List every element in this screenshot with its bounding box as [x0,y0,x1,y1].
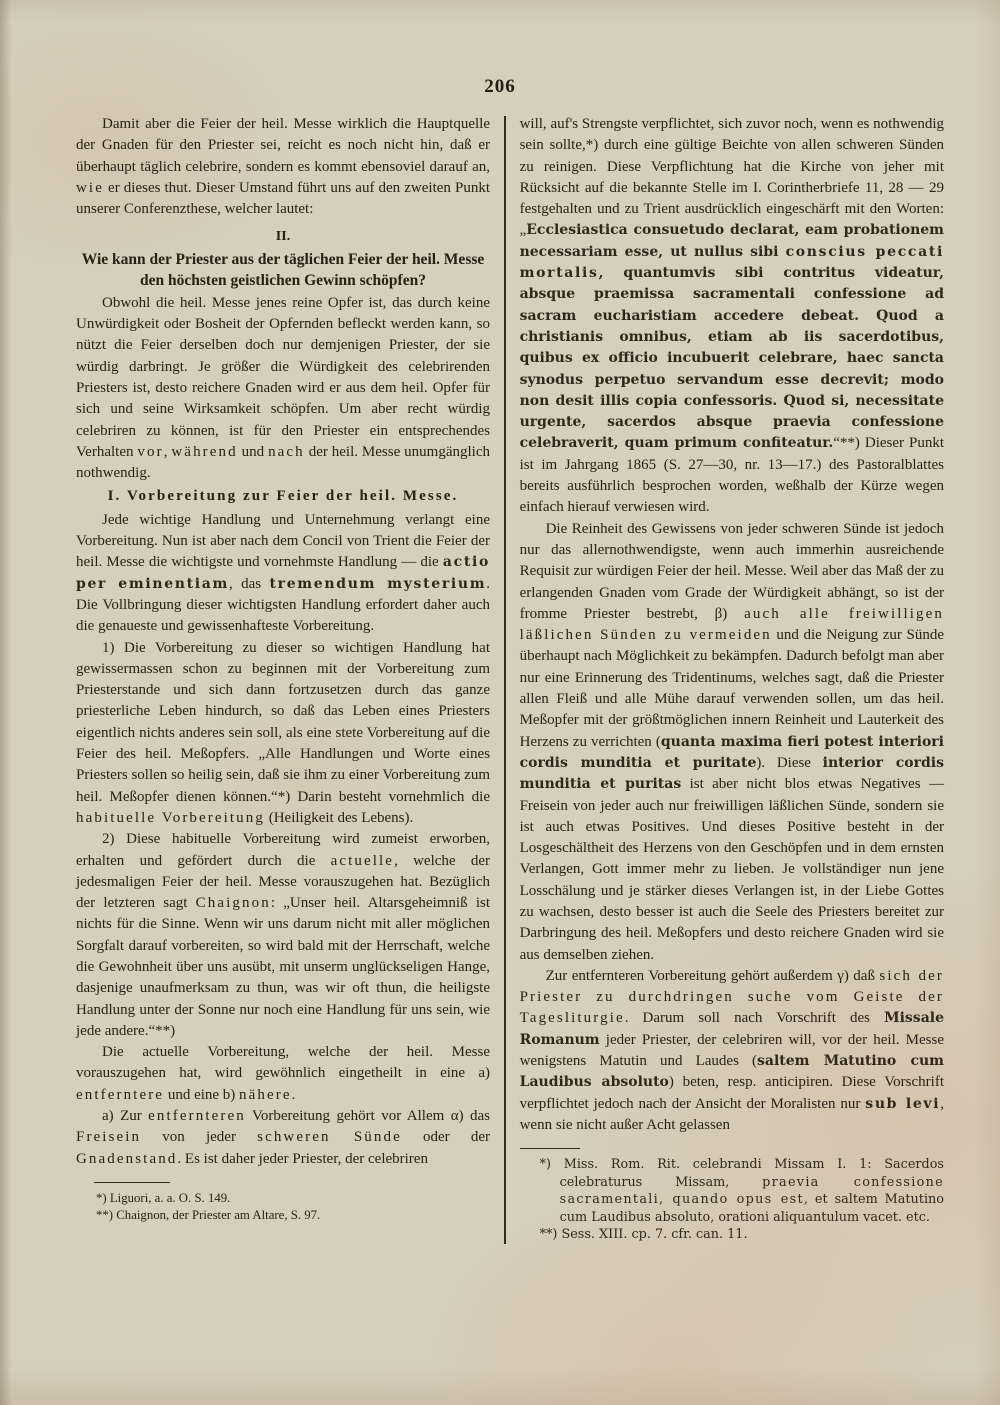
footnote-chaignon: **) Chaignon, der Priester am Altare, S. 97. [96,1208,321,1223]
right-footnote-block [520,1148,944,1244]
paragraph-jede-wichtige: Jede wichtige Handlung und Unternehmung verlangt eine Vorbereitung. Nun ist aber nach dem Concil von Trient die Feier der heil. Messe die wichtigste und vornehmste Handlung — die actio per eminentiam, das tremendum mysterium. Die Vollbringung dieser wichtigsten Handlung erfordert daher auch die genaueste und gewissenhafteste Vorbereitung. [76,511,490,635]
paragraph-obwohl: Obwohl die heil. Messe jenes reine Opfer ist, das durch keine Unwürdigkeit oder Bosheit der Opfernden befleckt werden kann, so nützt die Feier derselben doch nur demjenigen Priester, der sie würdig darbringt. Je größer die Würdigkeit des celebrirenden Priesters ist, desto reichere Gnaden wird er aus dem heil. Opfer für sich und seine Wirksamkeit schöpfen. Um aber recht würdig celebriren zu können, ist für den Priester ein entsprechendes Verhalten vor, während und nach der heil. Messe unumgänglich nothwendig. [76,294,491,482]
paragraph-will-continuation: will, auf's Strengste verpflichtet, sich zuvor noch, wenn es nothwendig sein sollte,*) durch eine gültige Beichte von allen schweren Sünden zu reinigen. Diese Verpflichtung hat die Kirche von jeher mit Rücksicht auf die bekannte Stelle im I. Corintherbriefe 11, 28 — 29 festgehalten und zu Trient ausdrücklich eingeschärft mit den Worten: „Ecclesiastica consuetudo declarat, eam probationem necessariam esse, ut nullus sibi conscius peccati mortalis, quantumvis sibi contritus videatur, absque praemissa sacramentali confessione ad sacram eucharistiam accedere debeat. Quod a christianis omnibus, etiam ab iis sacerdotibus, quibus ex officio incubuerit celebrare, haec sancta synodus perpetuo servandum esse decrevit; modo non desit illis copia confessoris. Quod si, necessitate urgente, sacerdos absque praevia confessione celebraverit, quam primum confiteatur.“**) Dieser Punkt ist im Jahrgang 1865 (S. 27—30, nr. 13—17.) des Pastoralblattes bereits ausführlich besprochen worden, weßhalb der Kürze wegen einfach hierauf verwiesen wird. [519,116,945,516]
scanned-book-page [0,76,1000,1405]
footnote-sess: **) Sess. XIII. cp. 7. cfr. can. 11. [539,1227,748,1243]
paragraph-intro: Damit aber die Feier der heil. Messe wirklich die Hauptquelle der Gnaden für den Priester sei, reicht es noch nicht hin, daß er überhaupt täglich celebrire, sondern es kommt ebensoviel darauf an, wie er dieses thut. Dieser Umstand führt uns auf den zweiten Punkt unserer Conferenzthese, welcher lautet: [76,116,490,218]
paragraph-actuelle: Die actuelle Vorbereitung, welche der heil. Messe vorauszugehen hat, wird gewöhnlich eingetheilt in eine a) entferntere und eine b) nähere. [76,1044,490,1103]
left-column [76,114,490,1244]
paragraph-zur-entfernteren: Zur entfernteren Vorbereitung gehört außerdem γ) daß sich der Priester zu durchdringen suche vom Geiste der Tagesliturgie. Darum soll nach Vorschrift des Missale Romanum jeder Priester, der celebriren will, vor der heil. Messe wenigstens Matutin und Laudes (saltem Matutino cum Laudibus absoluto) beten, resp. anticipiren. Diese Vorschrift verpflichtet jedoch nach der Ansicht der Moralisten nur sub levi, wenn sie nicht außer Acht gelassen [519,967,945,1133]
footnote-liguori: *) Liguori, a. a. O. S. 149. [96,1190,231,1205]
footnote-missale: *) Miss. Rom. Rit. celebrandi Missam I. 1: Sacerdos celebraturus Missam, praevia confessione sacramentali, quando opus est, et saltem Matutino cum Laudibus absoluto, orationi aliquantulum vacet. etc. [539,1157,944,1225]
section-heading-title: Wie kann der Priester aus der täglichen Feier der heil. Messe den höchsten geistlichen Gewinn schöpfen? [81,250,485,289]
paragraph-reinheit: Die Reinheit des Gewissens von jeder schweren Sünde ist jedoch nur das allernothwendigste, wenn auch immerhin ausreichende Requisit zur würdigen Feier der heil. Messe. Weil aber das Maß der zu erlangenden Gnaden vom Grade der Würdigkeit abhängt, so ist der fromme Priester bestrebt, β) auch alle freiwilligen läßlichen Sünden zu vermeiden und die Neigung zur Sünde überhaupt nach Möglichkeit zu bekämpfen. Dadurch befolgt man aber nur eine Erinnerung des Tridentinums, welches sagt, daß die Priester allen Fleiß und alle Mühe darauf verwenden sollen, um das heil. Meßopfer mit der größtmöglichen innern Reinheit und Lauterkeit des Herzens zu verrichten (quanta maxima fieri potest interiori cordis munditia et puritate). Diese interior cordis munditia et puritas ist aber nicht blos etwas Negatives — Freisein von jeder auch nur freiwilligen läßlichen Sünde, sondern sie ist auch etwas Positives. Und dieses Positive besteht in der Losgeschältheit des Herzens von den Geschöpfen und in dem ernsten Verlangen, Gott immer mehr zu lieben. Je vollständiger nun jene Losschälung und je stärker dieses Verlangen ist, in der Liebe Gottes zu wachsen, desto besser ist auch die Seele des Priesters bereitet zur Darbringung des heil. Meßopfers und desto reichere Gnaden wird sie aus demselben ziehen. [519,520,944,963]
paragraph-punkt-1: 1) Die Vorbereitung zu dieser so wichtigen Handlung hat gewissermassen schon zu beginnen mit der Vorbereitung zum Priesterstande und sich dann fortzusetzen durch das ganze priesterliche Leben hindurch, so daß das Leben eines Priesters eigentlich nichts anderes sein soll, als eine stete Vorbereitung auf die Feier des heil. Meßopfers. „Alle Handlungen und Worte eines Priesters sollen so heilig sein, daß sie ihm zu einer Vorbereitung zum heil. Meßopfer dienen können.“*) Darin besteht vornehmlich die habituelle Vorbereitung (Heiligkeit des Lebens). [76,639,490,826]
two-column-text-block [76,114,944,1244]
page-number: 206 [484,76,516,97]
section-heading-numeral: II. [275,229,291,245]
right-column [520,114,944,1244]
column-divider-rule [504,116,506,1244]
paragraph-punkt-2: 2) Diese habituelle Vorbereitung wird zumeist erworben, erhalten und gefördert durch die actuelle, welche der jedesmaligen Feier der heil. Messe vorauszugehen hat. Bezüglich der letzteren sagt Chaignon: „Unser heil. Altarsgeheimniß ist nichts für die Sinne. Wenn wir uns darum nicht mit aller möglichen Sorgfalt darauf vorbereiten, so wird bald mit der Herrschaft, welche die Gewohnheit über uns ausübt, mit unserm unglückseligen Hange, dasjenige unaufmerksam zu thun, was wir oft thun, die heiligste Handlung unter der Sonne nur noch eine Handlung für uns sein, wie jede andere.“**) [76,831,490,1039]
paragraph-entferntere: a) Zur entfernteren Vorbereitung gehört vor Allem α) das Freisein von jeder schweren Sünde oder der Gnadenstand. Es ist daher jeder Priester, der celebriren [76,1108,491,1167]
footnote-separator-rule [520,1148,580,1149]
left-footnote-block [76,1182,490,1225]
footnote-separator-rule [94,1182,170,1183]
subsection-heading-vorbereitung: I. Vorbereitung zur Feier der heil. Messe. [107,488,459,505]
